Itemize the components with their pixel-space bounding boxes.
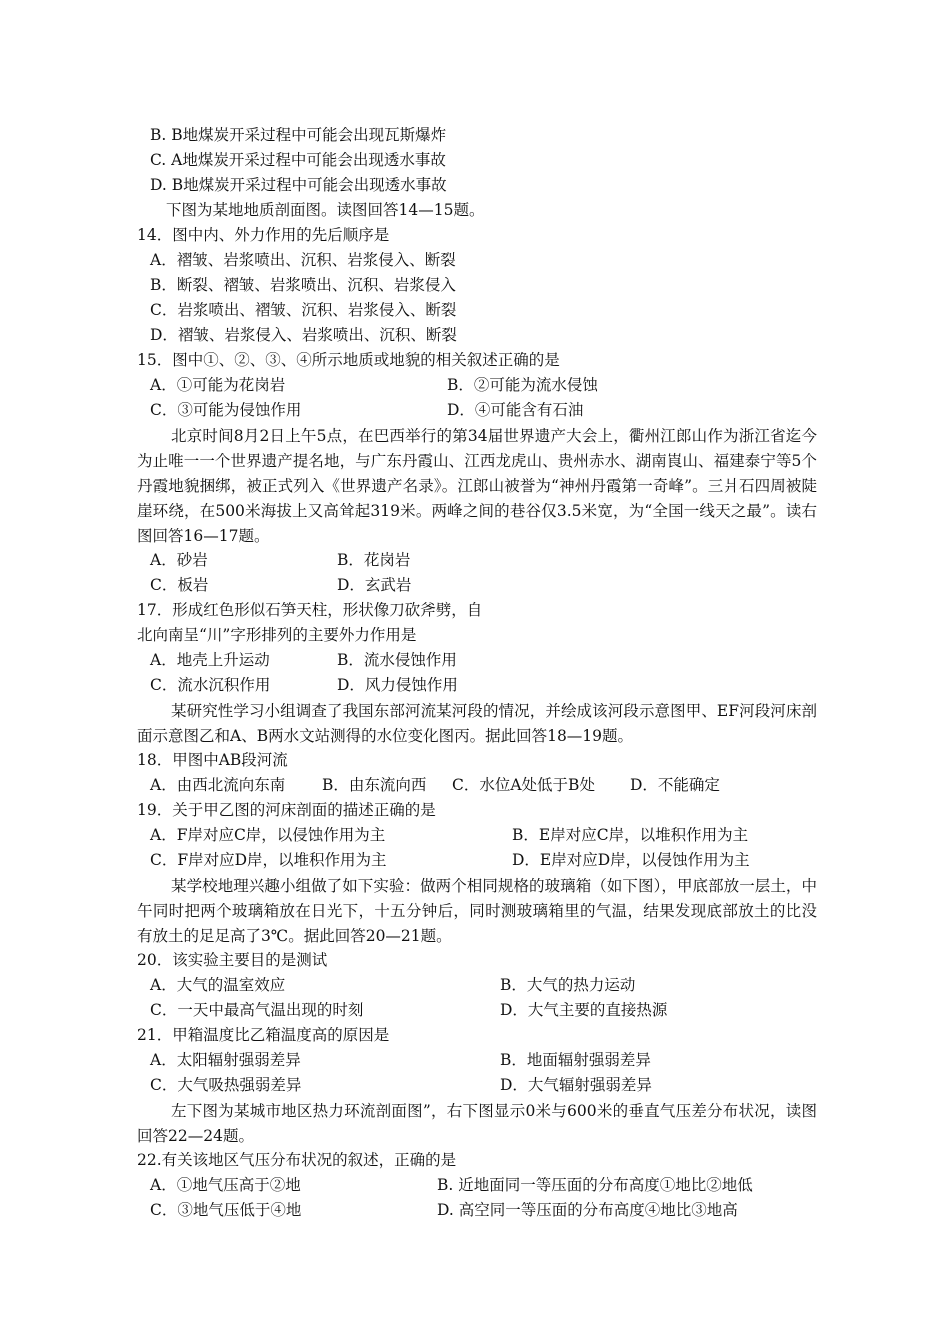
option-line: C．一天中最高气温出现的时刻 [150, 1001, 364, 1019]
passage-18-19: 某研究性学习小组调查了我国东部河流某河段的情况，并绘成该河段示意图甲、EF河段河床剖面示意图乙和A、B两水文站测得的水位变化图丙。据此回答18—19题。 [137, 702, 817, 745]
option-line: A．①可能为花岗岩 [150, 376, 286, 394]
option-line: B．花岗岩 [337, 551, 411, 569]
option-line: C．F岸对应D岸，以堆积作用为主 [150, 851, 387, 869]
option-line: C. A地煤炭开采过程中可能会出现透水事故 [150, 151, 446, 169]
passage-16-17: 北京时间8月2日上午5点，在巴西举行的第34届世界遗产大会上，衢州江郎山作为浙江省迄今为止唯一一个世界遗产提名地，与广东丹霞山、江西龙虎山、贵州赤水、湖南崀山、福建泰宁等5个丹霞地貌捆绑，被正式列入《世界遗产名录》。江郎山被誉为“神州丹霞第一奇峰”。三爿石四周被陡崖环绕，在500米海拔上又高耸起319米。两峰之间的巷谷仅3.5米宽，为“全国一线天之最”。读右图回答16—17题。 [137, 427, 817, 545]
question-18: 18．甲图中AB段河流 [137, 751, 288, 769]
option-line: C．③可能为侵蚀作用 [150, 401, 302, 419]
option-line: D．E岸对应D岸，以侵蚀作用为主 [512, 851, 750, 869]
question-19: 19．关于甲乙图的河床剖面的描述正确的是 [137, 801, 436, 819]
option-line: D．不能确定 [630, 776, 720, 794]
option-line: B．流水侵蚀作用 [337, 651, 457, 669]
question-17-cont: 北向南呈“川”字形排列的主要外力作用是 [137, 626, 417, 644]
option-line: C．岩浆喷出、褶皱、沉积、岩浆侵入、断裂 [150, 301, 457, 319]
section-intro: 下图为某地地质剖面图。读图回答14—15题。 [166, 201, 485, 219]
option-line: C．流水沉积作用 [150, 676, 271, 694]
question-21: 21．甲箱温度比乙箱温度高的原因是 [137, 1026, 390, 1044]
option-line: B．地面辐射强弱差异 [500, 1051, 651, 1069]
option-line: C．③地气压低于④地 [150, 1201, 302, 1219]
option-line: D．褶皱、岩浆侵入、岩浆喷出、沉积、断裂 [150, 326, 457, 344]
question-17: 17．形成红色形似石笋天柱，形状像刀砍斧劈，自 [137, 601, 483, 619]
option-line: B．大气的热力运动 [500, 976, 636, 994]
option-line: A．由西北流向东南 [150, 776, 286, 794]
option-line: D. B地煤炭开采过程中可能会出现透水事故 [150, 176, 447, 194]
option-line: A．大气的温室效应 [150, 976, 286, 994]
question-20: 20．该实验主要目的是测试 [137, 951, 328, 969]
option-line: C．水位A处低于B处 [452, 776, 595, 794]
option-line: B. 近地面同一等压面的分布高度①地比②地低 [437, 1176, 753, 1194]
option-line: A．F岸对应C岸，以侵蚀作用为主 [150, 826, 386, 844]
option-line: D．大气辐射强弱差异 [500, 1076, 652, 1094]
passage-22-24: 左下图为某城市地区热力环流剖面图”，右下图显示0米与600米的垂直气压差分布状况，读图回答22—24题。 [137, 1102, 817, 1145]
option-line: D．④可能含有石油 [447, 401, 584, 419]
option-line: A．太阳辐射强弱差异 [150, 1051, 301, 1069]
option-line: C．板岩 [150, 576, 209, 594]
question-22: 22.有关该地区气压分布状况的叙述，正确的是 [137, 1151, 457, 1169]
option-line: A．砂岩 [150, 551, 208, 569]
question-15: 15．图中①、②、③、④所示地质或地貌的相关叙述正确的是 [137, 351, 560, 369]
option-line: D. 高空同一等压面的分布高度④地比③地高 [437, 1201, 738, 1219]
option-line: D．风力侵蚀作用 [337, 676, 458, 694]
option-line: A．①地气压高于②地 [150, 1176, 301, 1194]
option-line: A．地壳上升运动 [150, 651, 270, 669]
option-line: D．玄武岩 [337, 576, 412, 594]
passage-20-21: 某学校地理兴趣小组做了如下实验：做两个相同规格的玻璃箱（如下图），甲底部放一层土，中午同时把两个玻璃箱放在日光下，十五分钟后，同时测玻璃箱里的气温，结果发现底部放土的比没有放土的足足高了3℃。据此回答20—21题。 [137, 877, 817, 945]
question-14: 14．图中内、外力作用的先后顺序是 [137, 226, 390, 244]
option-line: C．大气吸热强弱差异 [150, 1076, 302, 1094]
option-line: D．大气主要的直接热源 [500, 1001, 668, 1019]
option-line: B. B地煤炭开采过程中可能会出现瓦斯爆炸 [150, 126, 447, 144]
option-line: A．褶皱、岩浆喷出、沉积、岩浆侵入、断裂 [150, 251, 456, 269]
option-line: B．②可能为流水侵蚀 [447, 376, 598, 394]
option-line: B．断裂、褶皱、岩浆喷出、沉积、岩浆侵入 [150, 276, 456, 294]
option-line: B．E岸对应C岸，以堆积作用为主 [512, 826, 749, 844]
option-line: B．由东流向西 [322, 776, 427, 794]
